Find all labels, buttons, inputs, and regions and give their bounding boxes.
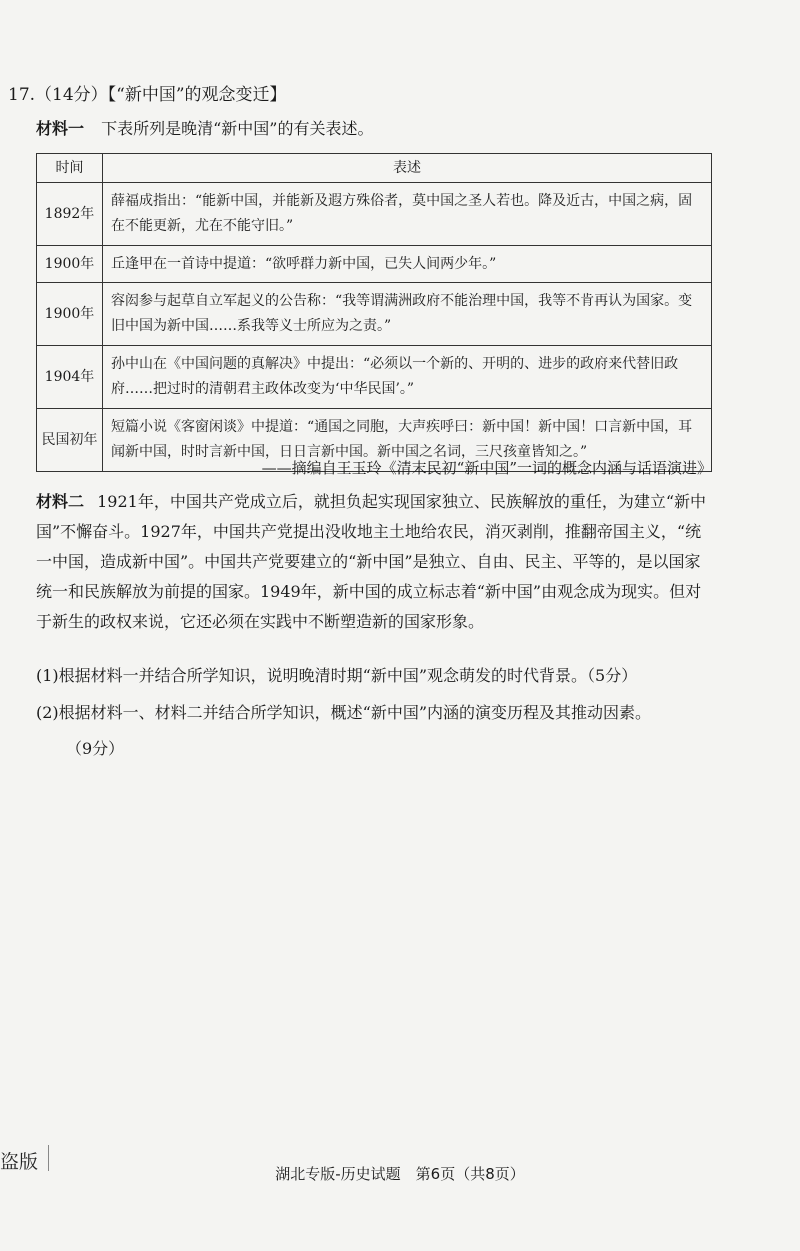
- table-row: [37, 246, 712, 283]
- material1-heading: [36, 116, 373, 139]
- row-year: 1904年: [37, 346, 103, 409]
- material2-text: 1921年，中国共产党成立后，就担负起实现国家独立、民族解放的重任，为建立“新中国”不懈奋斗。1927年，中国共产党提出没收地主土地给农民，消灭剥削，推翻帝国主义，“统一中国，造成新中国”。中国共产党要建立的“新中国”是独立、自由、民主、平等的，是以国家统一和民族解放为前提的国家。1949年，新中国的成立标志着“新中国”由观念成为现实。但对于新生的政权来说，它还必须在实践中不断塑造新的国家形象。: [36, 492, 707, 631]
- table-row: [37, 183, 712, 246]
- material2-label: 材料二: [36, 492, 85, 511]
- row-year: 1900年: [37, 246, 103, 283]
- subquestion-1: (1)根据材料一并结合所学知识，说明晚清时期“新中国”观念萌发的时代背景。（5分）: [36, 666, 638, 685]
- material1-source: ——摘编自王玉玲《清末民初“新中国”一词的概念内涵与话语演进》: [261, 459, 712, 477]
- header-statement: 表述: [103, 154, 712, 183]
- row-text: 丘逢甲在一首诗中提道：“欲呼群力新中国，已失人间两少年。”: [103, 246, 712, 283]
- row-year: 民国初年: [37, 409, 103, 472]
- row-text: 容闳参与起草自立军起义的公告称：“我等谓满洲政府不能治理中国，我等不肯再认为国家。变旧中国为新中国……系我等义士所应为之责。”: [103, 283, 712, 346]
- subquestion-2: (2)根据材料一、材料二并结合所学知识，概述“新中国”内涵的演变历程及其推动因素。: [36, 703, 652, 722]
- table-row: [37, 283, 712, 346]
- subquestion-2-score: （9分）: [66, 739, 125, 758]
- header-time: 时间: [37, 154, 103, 183]
- page-footer: 湖北专版-历史试题 第6页（共8页）: [275, 1165, 525, 1183]
- material1-table: [36, 153, 712, 472]
- material1-intro: 下表所列是晚清“新中国”的有关表述。: [101, 119, 374, 138]
- question-title: 17.（14分）【“新中国”的观念变迁】: [8, 85, 287, 105]
- row-text: 薛福成指出：“能新中国，并能新及遐方殊俗者，莫中国之圣人若也。降及近古，中国之病，固在不能更新，尤在不能守旧。”: [103, 183, 712, 246]
- table-row: [37, 346, 712, 409]
- row-year: 1892年: [37, 183, 103, 246]
- material2-paragraph: [36, 487, 716, 637]
- material1-label: 材料一: [36, 119, 85, 138]
- row-text: 孙中山在《中国问题的真解决》中提出：“必须以一个新的、开明的、进步的政府来代替旧政府……把过时的清朝君主政体改变为‘中华民国’。”: [103, 346, 712, 409]
- row-text: 短篇小说《客窗闲谈》中提道：“通国之同胞，大声疾呼曰：新中国！新中国！口言新中国，耳闻新中国，时时言新中国，日日言新中国。新中国之名词，三尺孩童皆知之。”: [103, 409, 712, 472]
- row-year: 1900年: [37, 283, 103, 346]
- table-header-row: [37, 154, 712, 183]
- watermark-text: 盗版: [0, 1151, 39, 1173]
